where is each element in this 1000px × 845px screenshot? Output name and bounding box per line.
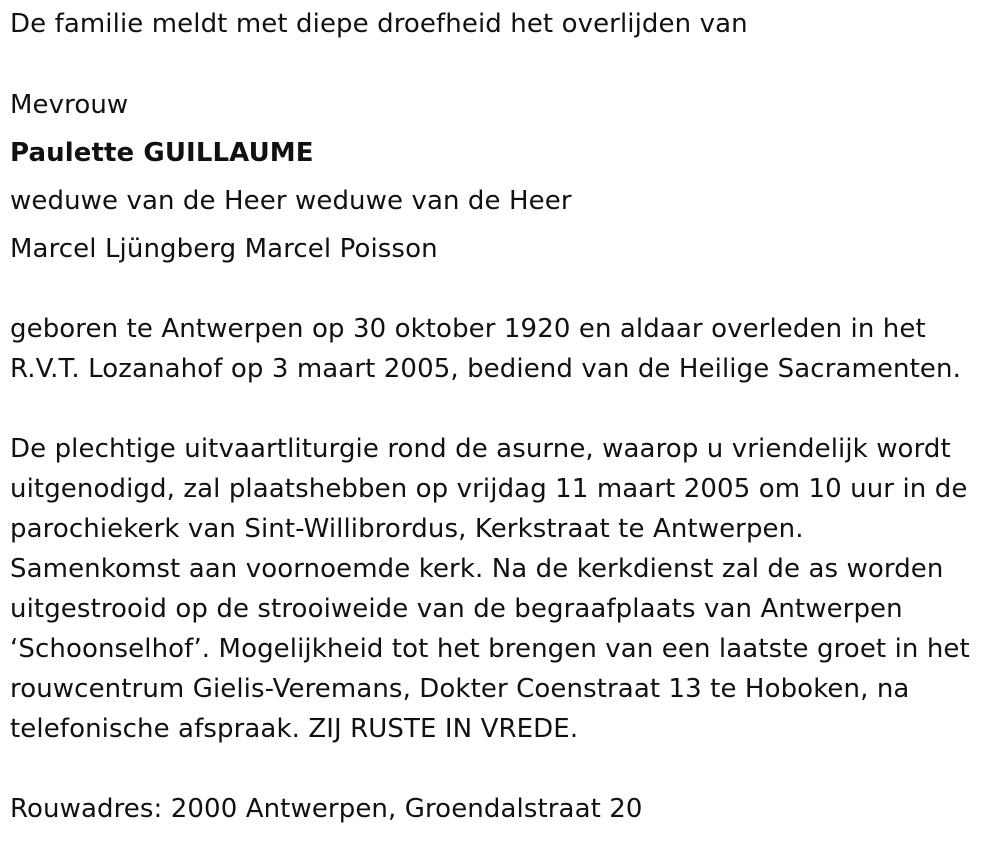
ceremony-line: rouwcentrum Gielis-Veremans, Dokter Coenstraat 13 te Hoboken, na xyxy=(10,674,910,704)
deceased-name: Paulette GUILLAUME xyxy=(10,138,314,168)
ceremony-line: ‘Schoonselhof’. Mogelijkheid tot het brengen van een laatste groet in het xyxy=(10,634,970,664)
ceremony-line: uitgestrooid op de strooiweide van de begraafplaats van Antwerpen xyxy=(10,594,903,624)
ceremony-line: De plechtige uitvaartliturgie rond de asurne, waarop u vriendelijk wordt xyxy=(10,434,951,464)
ceremony-line: uitgenodigd, zal plaatshebben op vrijdag 11 maart 2005 om 10 uur in de xyxy=(10,474,968,504)
ceremony-line: parochiekerk van Sint-Willibrordus, Kerkstraat te Antwerpen. xyxy=(10,514,804,544)
ceremony-line: Samenkomst aan voornoemde kerk. Na de kerkdienst zal de as worden xyxy=(10,554,944,584)
birth-death-line: geboren te Antwerpen op 30 oktober 1920 en aldaar overleden in het xyxy=(10,314,926,344)
spouses-line: Marcel Ljüngberg Marcel Poisson xyxy=(10,234,438,264)
widow-line: weduwe van de Heer weduwe van de Heer xyxy=(10,186,572,216)
intro-text: De familie meldt met diepe droefheid het overlijden van xyxy=(10,9,748,39)
mourning-address: Rouwadres: 2000 Antwerpen, Groendalstraat 20 xyxy=(10,794,643,824)
birth-death-line: R.V.T. Lozanahof op 3 maart 2005, bediend van de Heilige Sacramenten. xyxy=(10,354,961,384)
ceremony-line: telefonische afspraak. ZIJ RUSTE IN VREDE. xyxy=(10,714,579,744)
salutation: Mevrouw xyxy=(10,90,129,120)
